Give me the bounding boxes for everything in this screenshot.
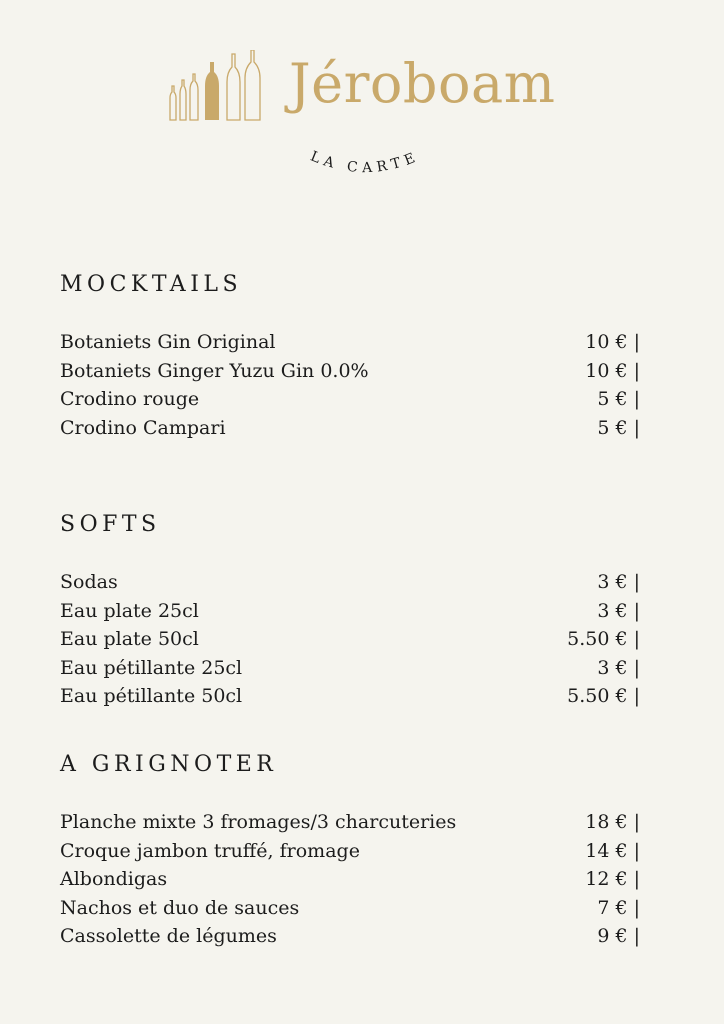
item-price: 14 € | (585, 839, 640, 862)
menu-item (60, 922, 640, 951)
menu-item (60, 837, 640, 866)
item-price: 3 € | (597, 656, 640, 679)
item-name: Eau pétillante 25cl (60, 656, 243, 679)
menu-item (60, 682, 640, 711)
item-price: 10 € | (585, 331, 640, 353)
item-name: Botaniets Ginger Yuzu Gin 0.0% (60, 359, 369, 382)
menu-item (60, 414, 640, 443)
item-list (60, 568, 640, 711)
menu-item (60, 865, 640, 894)
menu-item (60, 357, 640, 386)
menu-item (60, 328, 640, 357)
item-name: Eau plate 50cl (60, 628, 199, 650)
item-price: 5 € | (597, 388, 640, 410)
item-price: 10 € | (585, 359, 640, 382)
item-price: 5.50 € | (567, 628, 640, 650)
item-name: Nachos et duo de sauces (60, 896, 300, 919)
item-price: 5 € | (597, 416, 640, 439)
section-title: A GRIGNOTER (60, 752, 278, 777)
menu-item (60, 568, 640, 597)
item-name: Eau plate 25cl (60, 599, 199, 622)
menu-item (60, 385, 640, 414)
bottles-icon (165, 50, 275, 122)
item-price: 3 € | (597, 599, 640, 622)
menu-item (60, 894, 640, 923)
item-name: Cassolette de légumes (60, 925, 277, 947)
item-name: Croque jambon truffé, fromage (60, 839, 360, 862)
item-price: 12 € | (585, 868, 640, 890)
item-price: 7 € | (597, 896, 640, 919)
section-title: SOFTS (60, 512, 161, 537)
menu-item (60, 597, 640, 626)
item-name: Sodas (60, 571, 118, 593)
section-mocktails (60, 272, 640, 442)
brand-name: Jéroboam (289, 52, 556, 115)
item-price: 3 € | (597, 571, 640, 593)
menu-item (60, 625, 640, 654)
item-name: Planche mixte 3 fromages/3 charcuteries (60, 811, 457, 833)
item-list (60, 808, 640, 951)
logo (165, 50, 565, 122)
item-price: 9 € | (597, 925, 640, 947)
item-name: Eau pétillante 50cl (60, 685, 243, 707)
section-title: MOCKTAILS (60, 272, 243, 297)
item-price: 5.50 € | (567, 685, 640, 707)
item-name: Albondigas (60, 868, 168, 890)
menu-item (60, 808, 640, 837)
section-softs (60, 512, 640, 711)
item-list (60, 328, 640, 442)
section-a-grignoter (60, 752, 640, 951)
subtitle-text: LA CARTE (308, 148, 422, 177)
menu-item (60, 654, 640, 683)
item-name: Crodino rouge (60, 388, 200, 410)
item-name: Botaniets Gin Original (60, 331, 276, 353)
item-name: Crodino Campari (60, 416, 226, 439)
item-price: 18 € | (585, 811, 640, 833)
subtitle (290, 140, 440, 190)
